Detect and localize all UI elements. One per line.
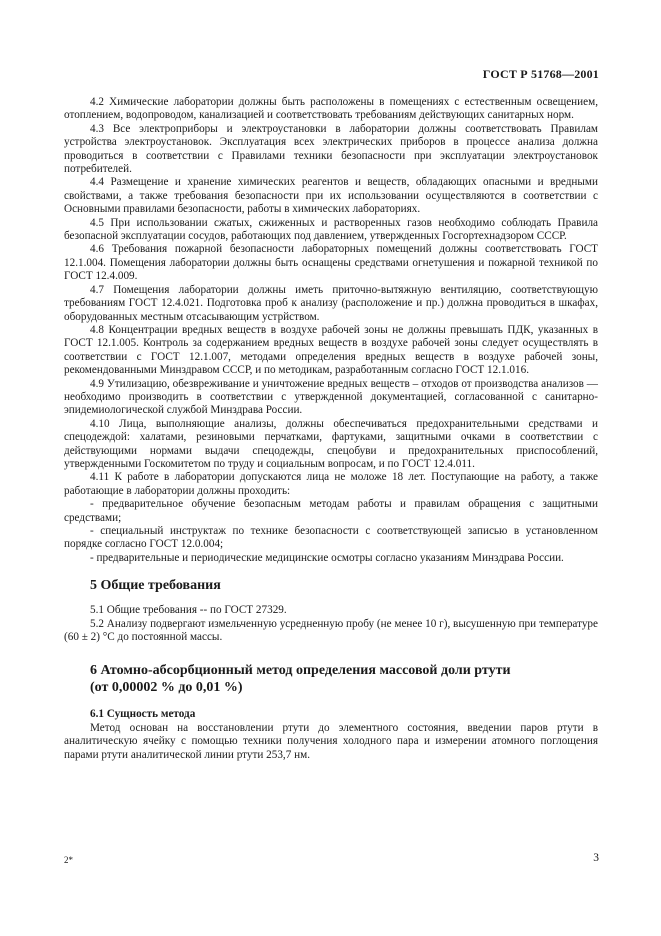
- list-item-briefing: - специальный инструктаж по технике безопасности с соответствующей записью в установленном порядке согласно ГОСТ 12.0.004;: [64, 525, 598, 551]
- paragraph-5-2: 5.2 Анализу подвергают измельченную усредненную пробу (не менее 10 г), высушенную при температуре (60 ± 2) °С до постоянной массы.: [64, 617, 598, 644]
- list-item-training: - предварительное обучение безопасным методам работы и правилам обращения с защитными средствами;: [64, 498, 598, 524]
- paragraph-5-1: 5.1 Общие требования -- по ГОСТ 27329.: [90, 604, 287, 617]
- paragraph-4-2: 4.2 Химические лаборатории должны быть расположены в помещениях с естественным освещением, отоплением, водопроводом, канализацией и соответствовать требованиям действующих санитарных норм.: [64, 96, 598, 122]
- paragraph-4-6: 4.6 Требования пожарной безопасности лабораторных помещений должны соответствовать ГОСТ 12.1.004. Помещения лаборатории должны быть оснащены средствами огнетушения и пожарной техникой по ГОСТ 12.4.009.: [64, 243, 598, 283]
- paragraph-4-8: 4.8 Концентрации вредных веществ в воздухе рабочей зоны не должны превышать ПДК, указанных в ГОСТ 12.1.005. Контроль за содержанием вредных веществ в воздухе рабочей зоны следует осуществлять в соответствии с ГОСТ 12.1.007, методами определения вредных веществ в воздухе рабочей зоны, рекомендованными Минздравом СССР, и по методикам, разработанным согласно ГОСТ 12.1.016.: [64, 323, 598, 377]
- page-body: [64, 96, 598, 762]
- section-5-heading: 5 Общие требования: [90, 578, 221, 594]
- paragraph-4-7: 4.7 Помещения лаборатории должны иметь приточно-вытяжную вентиляцию, соответствующую требованиям ГОСТ 12.4.021. Подготовка проб к анализу (расположение и пр.) должна проводиться в шкафах, оборудованных местным отсасывающим устрйством.: [64, 283, 598, 323]
- paragraph-4-11: 4.11 К работе в лаборатории допускаются лица не моложе 18 лет. Поступающие на работу, а также работающие в лаборатории должны проходить:: [64, 471, 598, 497]
- list-item-medical: - предварительные и периодические медицинские осмотры согласно указаниям Минздрава России.: [90, 551, 564, 564]
- section-6-heading: [90, 662, 598, 696]
- paragraph-4-9: 4.9 Утилизацию, обезвреживание и уничтожение вредных веществ – отходов от производства анализов — необходимо производить в соответствии с утвержденной документацией, согласованной с санитарно-эпидемиологической службой Минздрава России.: [64, 377, 598, 417]
- paragraph-4-10: 4.10 Лица, выполняющие анализы, должны обеспечиваться предохранительными средствами и спецодеждой: халатами, резиновыми перчатками, фартуками, защитными очками в соответствии с действующими нормами выдачи спецодежды, спецобуви и предохранительных приспособлений, утвержденными Госкомитетом по труду и социальным вопросам, и по ГОСТ 12.4.011.: [64, 417, 598, 470]
- paragraph-4-4: 4.4 Размещение и хранение химических реагентов и веществ, обладающих опасными и вредными свойствами, а также требования безопасности при их использовании осуществляются в соответствии с Основными правилами безопасности, работы в химических лабораториях.: [64, 176, 598, 216]
- subsection-6-1-heading: 6.1 Сущность метода: [90, 708, 196, 721]
- sheet-mark: 2*: [64, 855, 73, 865]
- document-header-id: ГОСТ Р 51768—2001: [482, 67, 599, 81]
- paragraph-6-1: Метод основан на восстановлении ртути до элементного состояния, введении паров ртути в аналитическую ячейку с помощью техники получения холодного пара и измерении атомного поглощения парами ртути аналитической линии ртути 253,7 нм.: [64, 721, 598, 761]
- paragraph-4-3: 4.3 Все электроприборы и электроустановки в лаборатории должны соответствовать Правилам устройства электроустановок. Эксплуатация всех электрических приборов в процессе анализа должна проводиться в соответствии с Правилами техники безопасности при эксплуатации электроустановок потребителей.: [64, 122, 598, 176]
- paragraph-4-5: 4.5 При использовании сжатых, сжиженных и растворенных газов необходимо соблюдать Правила безопасной эксплуатации сосудов, работающих под давлением, утвержденных Госгортехнадзором СССР.: [64, 216, 598, 243]
- page-number: 3: [593, 852, 599, 864]
- section-6-heading-line1: 6 Атомно-абсорбционный метод определения массовой доли ртути: [90, 663, 511, 679]
- section-6-heading-line2: (от 0,00002 % до 0,01 %): [90, 680, 243, 696]
